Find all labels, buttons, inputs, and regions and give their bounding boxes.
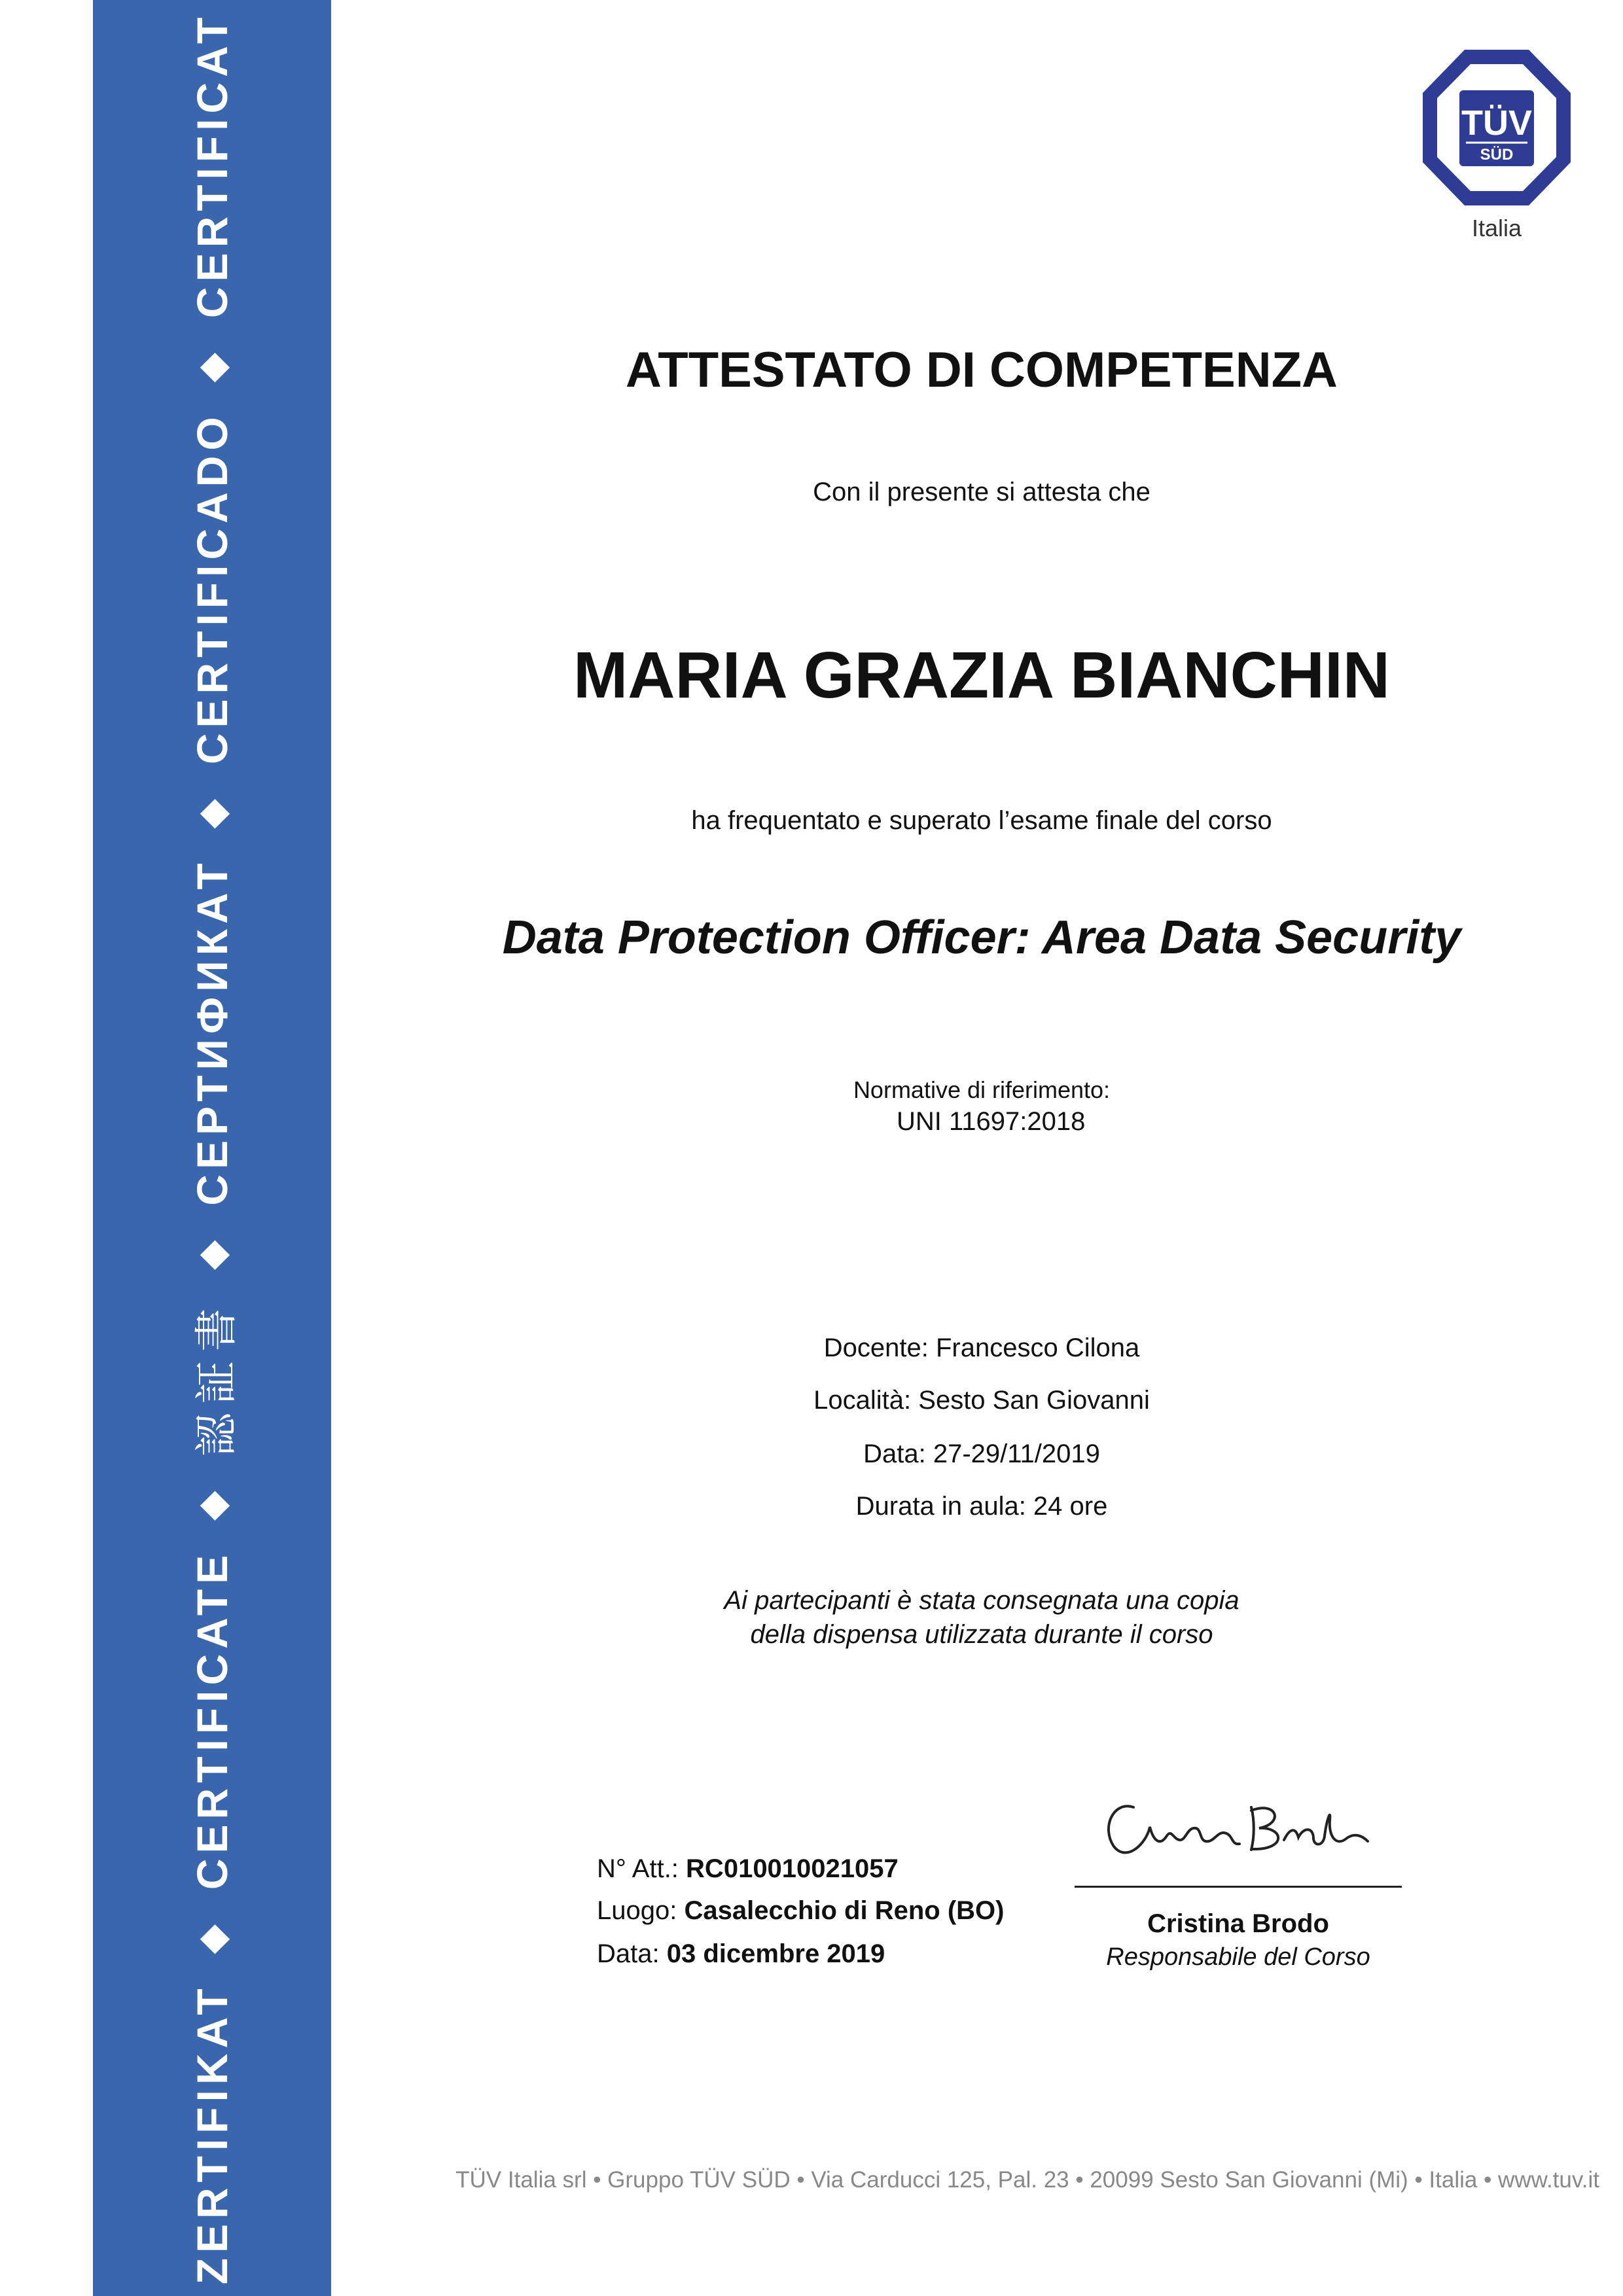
certificate-number-value: RC010010021057 [686, 1854, 899, 1883]
svg-text:SÜD: SÜD [1480, 146, 1514, 164]
band-diamond: ◆ [191, 347, 232, 381]
footer-address: TÜV Italia srl • Gruppo TÜV SÜD • Via Carducci 125, Pal. 23 • 20099 Sesto San Giovanni (Mi) • Italia • www.tuv.it [455, 2167, 1599, 2193]
band-word-certificate: CERTIFICATE [188, 1549, 236, 1890]
note-line-2: della dispensa utilizzata durante il corso [750, 1620, 1213, 1649]
issue-place-label: Luogo: [597, 1896, 677, 1925]
band-diamond: ◆ [191, 794, 232, 828]
issue-date [597, 1939, 885, 1969]
band-diamond: ◆ [191, 1486, 232, 1520]
tuv-logo-icon [1419, 46, 1575, 209]
signer-role: Responsabile del Corso [1106, 1943, 1370, 1971]
detail-location: Località: Sesto San Giovanni [813, 1386, 1150, 1415]
certificate-number [597, 1854, 899, 1884]
band-word-certificado: CERTIFICADO [188, 411, 236, 764]
norm-label: Normative di riferimento: [853, 1076, 1111, 1103]
signer-name: Cristina Brodo [1147, 1909, 1329, 1938]
band-word-sertifikat: СЕРТИФИКАТ [188, 857, 236, 1206]
logo-country-label: Italia [1471, 215, 1522, 241]
side-band-text [93, 0, 331, 2296]
course-title: Data Protection Officer: Area Data Security [502, 911, 1461, 964]
detail-teacher: Docente: Francesco Cilona [823, 1333, 1140, 1362]
certificate-title: ATTESTATO DI COMPETENZA [626, 342, 1338, 398]
side-band [93, 0, 331, 2296]
detail-duration: Durata in aula: 24 ore [855, 1492, 1108, 1521]
note-line-1: Ai partecipanti è stata consegnata una copia [724, 1586, 1240, 1615]
recipient-name: MARIA GRAZIA BIANCHIN [573, 639, 1391, 712]
svg-text:TÜV: TÜV [1461, 103, 1532, 143]
issue-date-label: Data: [597, 1939, 660, 1968]
attended-text: ha frequentato e superato l’esame finale del corso [691, 806, 1272, 835]
intro-text: Con il presente si attesta che [813, 478, 1150, 506]
norm-value: UNI 11697:2018 [897, 1107, 1086, 1136]
band-word-certificat: CERTIFICAT [188, 12, 236, 318]
band-word-cjk: 認証書 [191, 1299, 240, 1457]
band-diamond: ◆ [191, 1235, 232, 1269]
signature-image [1088, 1781, 1376, 1873]
issue-date-value: 03 dicembre 2019 [666, 1939, 885, 1968]
band-word-zertifikat: ZERTIFIKAT [188, 1983, 236, 2284]
detail-date: Data: 27-29/11/2019 [863, 1439, 1100, 1468]
certificate-number-label: N° Att.: [597, 1854, 679, 1883]
signature-line [1075, 1886, 1402, 1888]
issue-place-value: Casalecchio di Reno (BO) [684, 1896, 1005, 1925]
band-diamond: ◆ [191, 1919, 232, 1953]
issue-place [597, 1896, 1004, 1926]
